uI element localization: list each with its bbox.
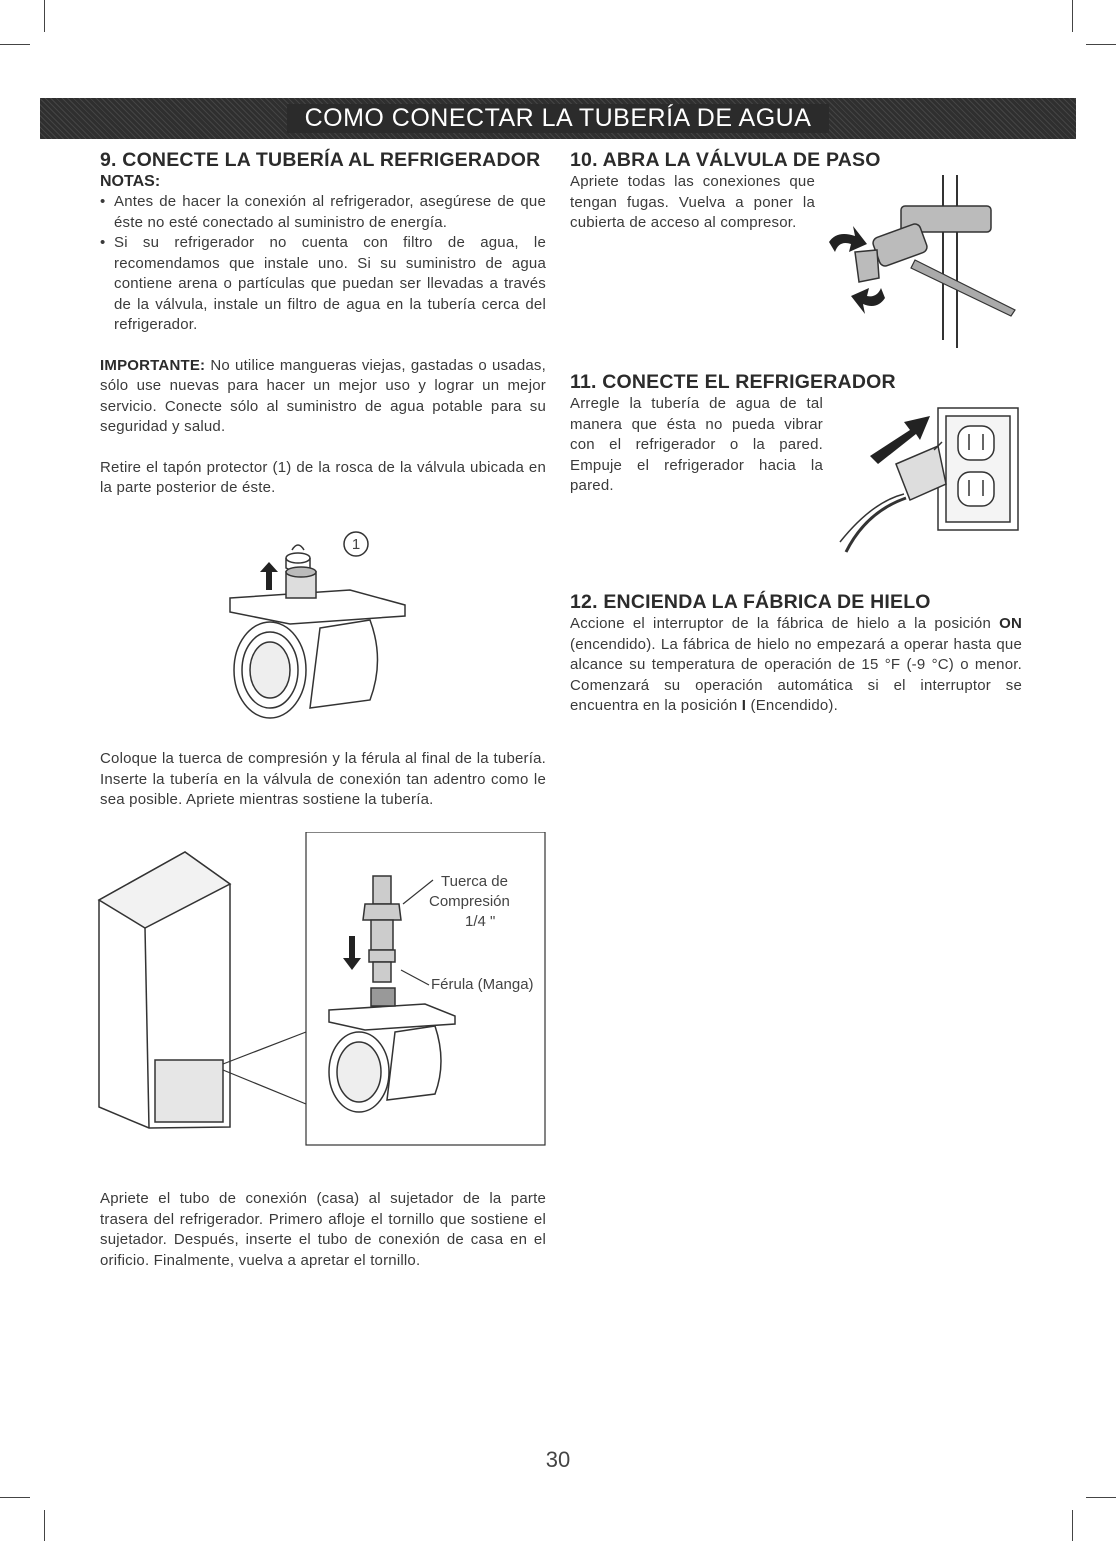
refrigerator-connection-illustration <box>95 832 550 1148</box>
crop-mark <box>1072 0 1073 32</box>
section-12-text-a: Accione el interruptor de la fábrica de hielo a la posición <box>570 615 1000 632</box>
section-12 <box>570 590 1022 717</box>
label-nut-line3: 1/4 " <box>465 913 496 930</box>
valve-cap-illustration <box>200 520 430 730</box>
refrigerator-body <box>99 852 230 1128</box>
section-12-text-b: (encendido). La fábrica de hielo no empezará a operar hasta que alcance su temperatura de operación de 15 °F (-9 °C) o menor. Comenzará su operación automática si el interruptor se encuentra en la posición <box>570 635 1022 714</box>
section-10-text: Apriete todas las conexiones que tengan fugas. Vuelva a poner la cubierta de acceso al compresor. <box>570 173 815 231</box>
callout-number: 1 <box>351 536 361 553</box>
important-label: IMPORTANTE: <box>100 356 206 374</box>
remove-cap-paragraph: Retire el tapón protector (1) de la rosca de la válvula ubicada en la parte posterior de éste. <box>100 458 546 496</box>
title-banner <box>40 98 1076 139</box>
note-item: • Si su refrigerador no cuenta con filtro de agua, le recomendamos que instale uno. Si su suministro de agua contiene arena o partículas que puedan ser llevadas a través de la válvula, instale un filtro de agua en la tubería cerca del refrigerador. <box>114 233 546 336</box>
page-number: 30 <box>545 1447 571 1472</box>
section-12-text <box>570 614 1022 717</box>
crop-mark <box>1086 44 1116 45</box>
notes-label: NOTAS: <box>100 173 161 190</box>
notes-list <box>100 192 546 336</box>
section-12-text-c: (Encendido). <box>746 697 838 714</box>
label-nut-line2: Compresión <box>429 893 510 910</box>
important-paragraph <box>100 356 546 438</box>
power-plug <box>840 442 946 552</box>
valve-body <box>230 567 405 718</box>
crop-mark <box>0 1497 30 1498</box>
label-ferrule: Férula (Manga) <box>431 976 534 993</box>
crop-mark <box>44 1510 45 1541</box>
section-12-heading: 12. ENCIENDA LA FÁBRICA DE HIELO <box>570 591 931 613</box>
place-nut-paragraph: Coloque la tuerca de compresión y la férula al final de la tubería. Inserte la tubería en la válvula de conexión tan adentro como le sea posible. Apriete mientras sostiene la tubería. <box>100 750 546 808</box>
i-label: I <box>741 697 747 714</box>
crop-mark <box>1086 1497 1116 1498</box>
section-11-text: Arregle la tubería de agua de tal manera que ésta no pueda vibrar con el refrigerador o la pared. Empuje el refrigerador hacia la pared. <box>570 395 823 494</box>
shutoff-valve-illustration <box>815 170 1025 350</box>
important-text: No utilice mangueras viejas, gastadas o usadas, sólo use nuevas para hacer un mejor uso y lograr un mejor servicio. Conecte sólo al suministro de agua potable para su seguridad y salud. <box>100 356 546 435</box>
note-item: • Antes de hacer la conexión al refrigerador, asegúrese de que éste no esté conectado al suministro de energía. <box>114 192 546 233</box>
crop-mark <box>44 0 45 32</box>
callout-circle <box>344 532 368 556</box>
section-10-heading: 10. ABRA LA VÁLVULA DE PASO <box>570 149 881 171</box>
outlet-plug-illustration <box>826 402 1022 560</box>
tighten-tube-paragraph: Apriete el tubo de conexión (casa) al sujetador de la parte trasera del refrigerador. Primero afloje el tornillo que sostiene el sujetador. Después, inserte el tubo de conexión de casa en el orificio. Finalmente, vuelva a apretar el tornillo. <box>100 1190 546 1269</box>
up-arrow-icon <box>260 562 278 590</box>
left-column <box>100 148 546 499</box>
on-label: ON <box>999 615 1022 632</box>
label-nut-line1: Tuerca de <box>441 873 508 890</box>
section-11-heading: 11. CONECTE EL REFRIGERADOR <box>570 371 896 393</box>
page-title: COMO CONECTAR LA TUBERÍA DE AGUA <box>287 104 830 133</box>
wall-outlet <box>938 408 1018 530</box>
crop-mark <box>1072 1510 1073 1541</box>
crop-mark <box>0 44 30 45</box>
section-9-heading: 9. CONECTE LA TUBERÍA AL REFRIGERADOR <box>100 149 541 171</box>
